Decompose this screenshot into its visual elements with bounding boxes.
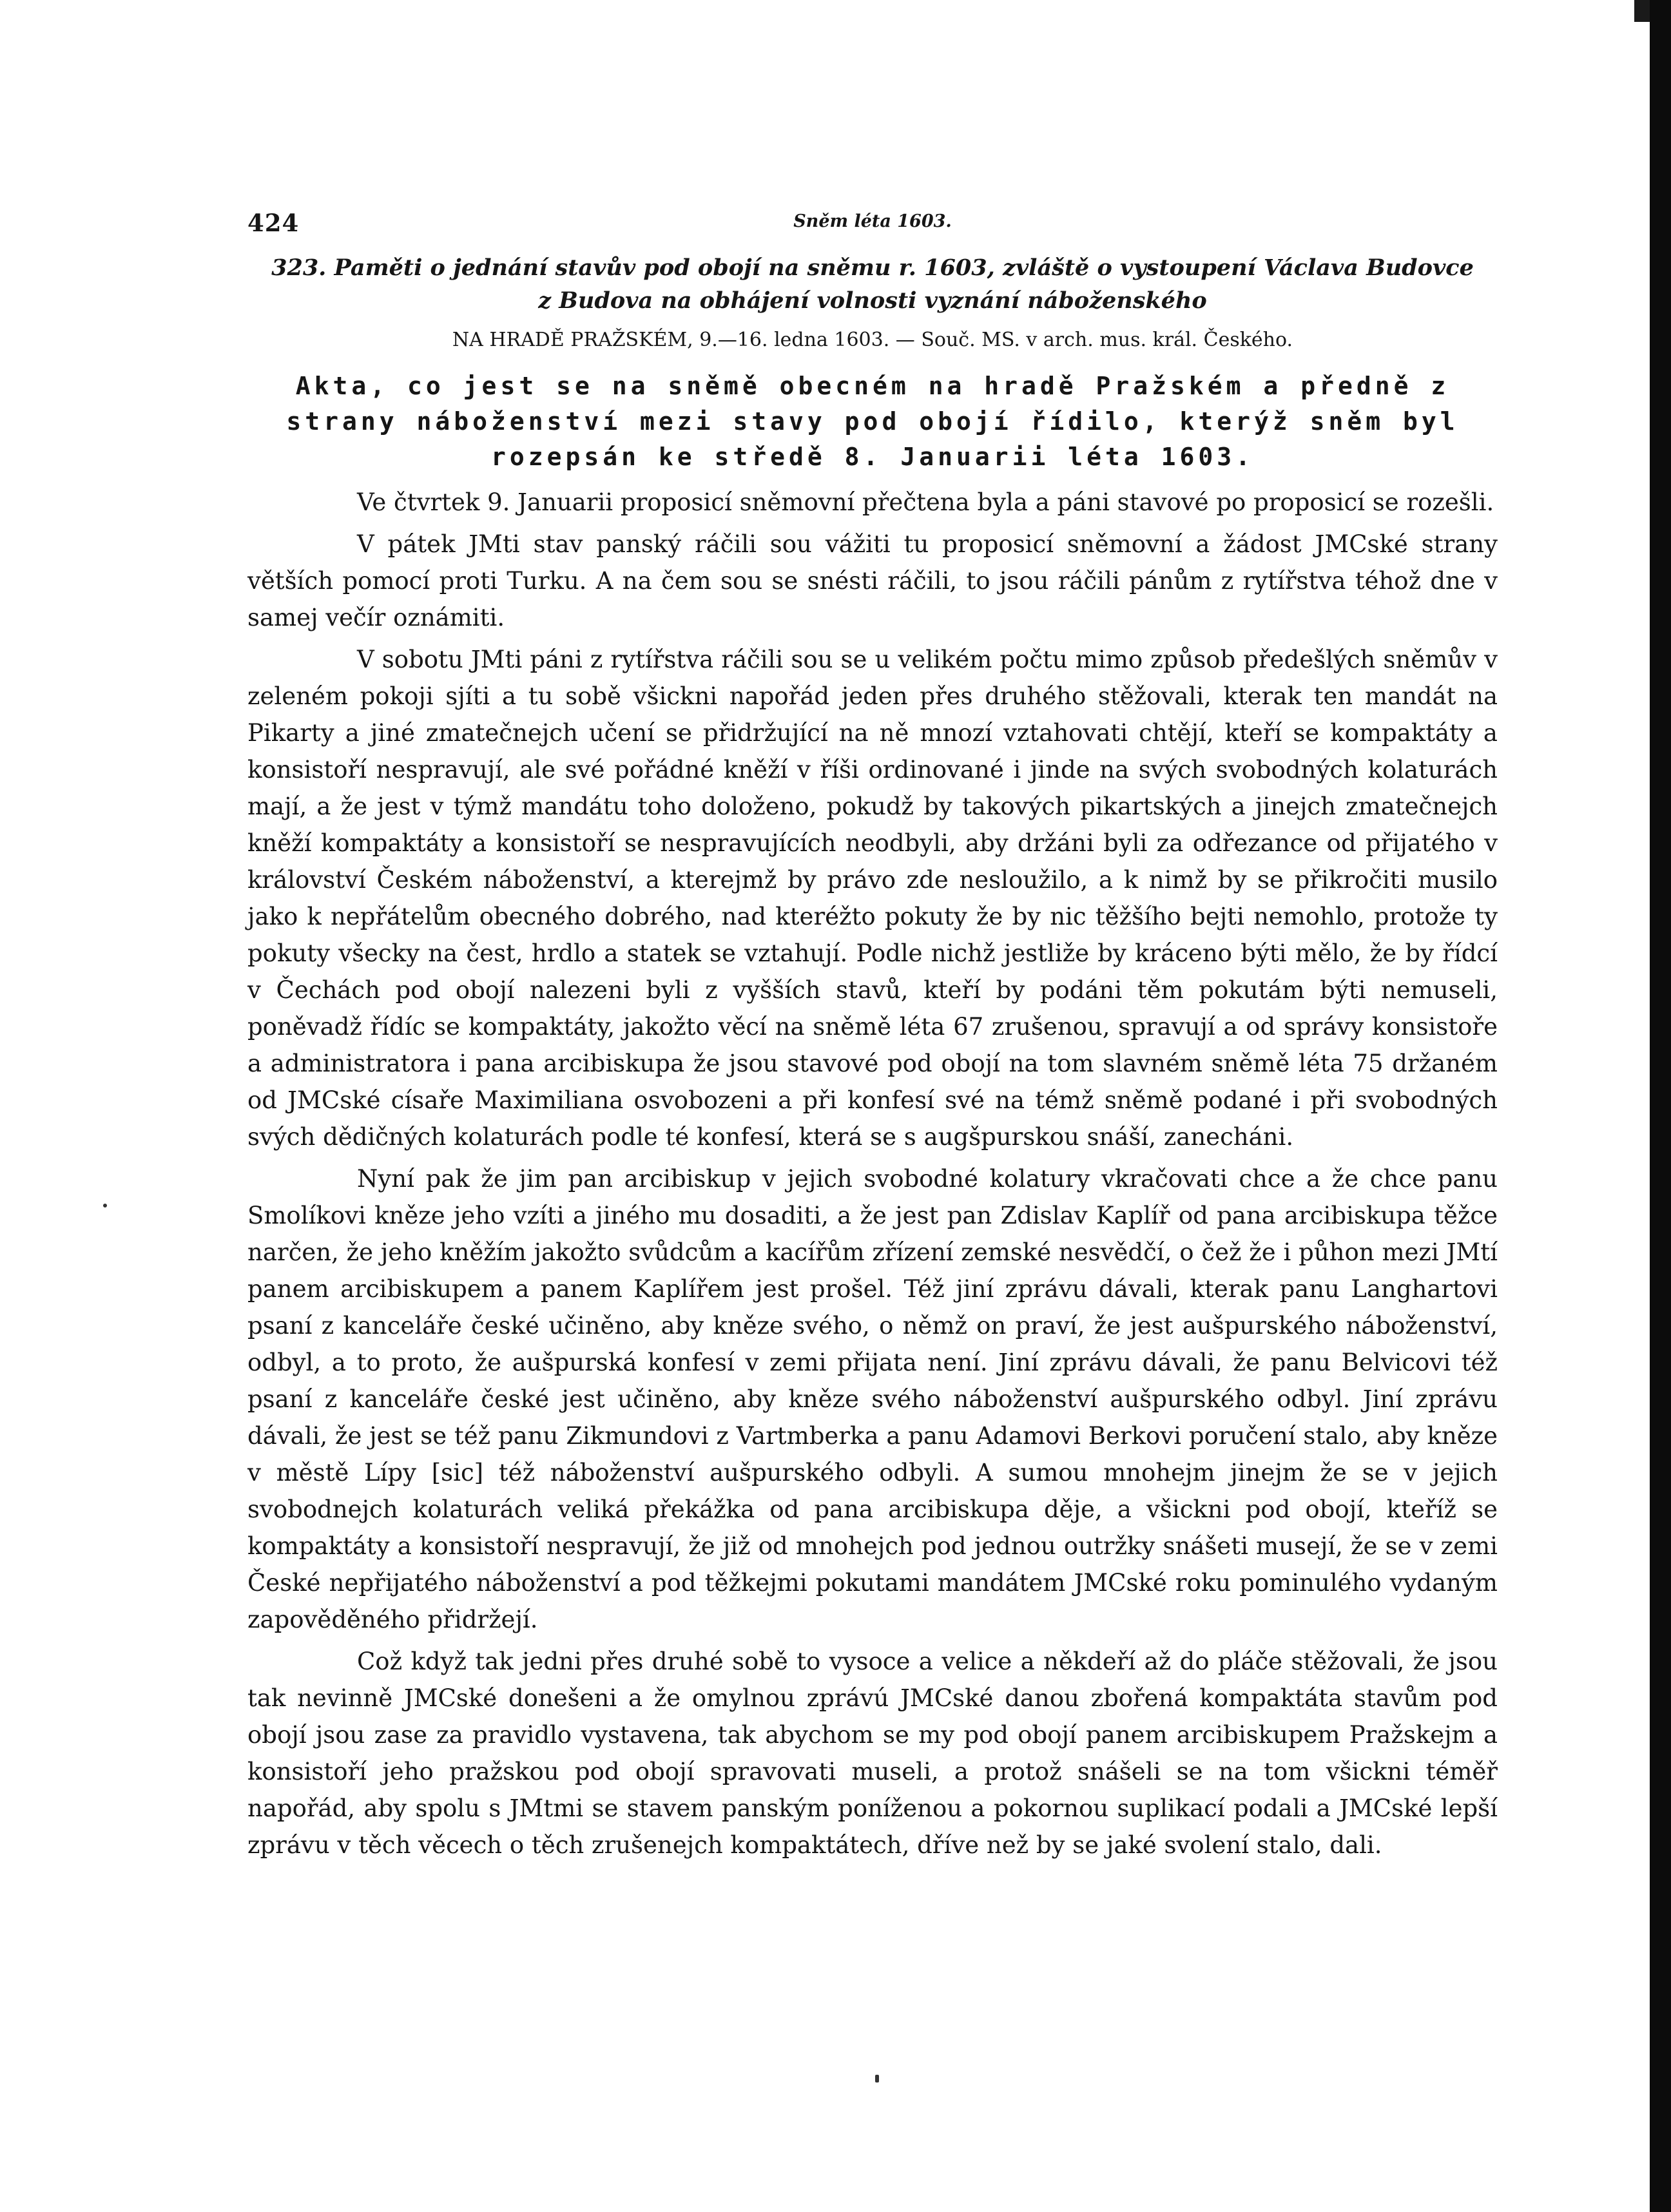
running-title: Sněm léta 1603. <box>793 211 952 231</box>
paragraph: V pátek JMti stav panský ráčili sou vážiti tu proposicí sněmovní a žádost JMCské strany větších pomocí proti Turku. A na čem sou se snésti ráčili, to jsou ráčili pánům z rytířstva téhož dne v samej večír oznámiti. <box>247 530 1498 631</box>
paragraph: Ve čtvrtek 9. Januarii proposicí sněmovní přečtena byla a páni stavové po proposicí se rozešli. <box>357 488 1494 516</box>
scan-speck-left <box>103 1204 107 1207</box>
document-heading-line-1: 323. Paměti o jednání stavův pod obojí na sněmu r. 1603, zvláště o vystoupení Václava Budovce <box>271 255 1474 281</box>
scan-border-corner <box>1634 0 1650 22</box>
paragraph: Což když tak jedni přes druhé sobě to vysoce a velice a někdeří až do pláče stěžovali, že jsou tak nevinně JMCské donešeni a že omylnou zprávú JMCské danou zbořená kompaktáta stavům pod obojí jsou zase za pravidlo vystavena, tak abychom se my pod obojí panem arcibiskupem Pražskejm a konsistoří jeho pražskou pod obojí spravovati museli, a protož snášeli se na tom všickni téměř napořád, aby spolu s JMtmi se stavem panským poníženou a pokornou suplikací podali a JMCské lepší zprávu v těch věcech o těch zrušenejch kompaktátech, dříve než by se jaké svolení stalo, dali. <box>247 1648 1498 1859</box>
scan-border-right <box>1650 0 1671 2212</box>
page-number: 424 <box>247 209 300 237</box>
document-title: Akta, co jest se na sněmě obecném na hradě Pražském a předně z strany náboženství mezi stavy pod obojí řídilo, kterýž sněm byl rozepsán ke středě 8. Januarii léta 1603. <box>286 372 1459 471</box>
document-heading-line-2: z Budova na obhájení volnosti vyznání náboženského <box>538 287 1207 314</box>
body-text <box>247 484 1498 1863</box>
paragraph: Nyní pak že jim pan arcibiskup v jejich svobodné kolatury vkračovati chce a že chce panu Smolíkovi kněze jeho vzíti a jiného mu dosaditi, a že jest pan Zdislav Kaplíř od pana arcibiskupa těžce narčen, že jeho kněžím jakožto svůdcům a kacířům zřízení zemské nesvědčí, o čež že i půhon mezi JMtí panem arcibiskupem a panem Kaplířem jest prošel. Též jiní zprávu dávali, kterak panu Langhartovi psaní z kanceláře české učiněno, aby kněze svého, o němž on praví, že jest aušpurského náboženství, odbyl, a to proto, že aušpurská konfesí v zemi přijata není. Jiní zprávu dávali, že panu Belvicovi též psaní z kanceláře české jest učiněno, aby kněze svého náboženství aušpurského odbyl. Jiní zprávu dávali, že jest se též panu Zikmundovi z Vartmberka a panu Adamovi Berkovi poručení stalo, aby kněze v městě Lípy [sic] též náboženství aušpurského odbyli. A sumou mnohejm jinejm že se v jejich svobodnejch kolaturách veliká překážka od pana arcibiskupa děje, a všickni pod obojí, kteříž se kompaktáty a konsistoří nespravují, že již od mnohejch pod jednou outržky snášeti musejí, že se v zemi České nepřijatého náboženství a pod těžkejmi pokutami mandátem JMCské roku pominulého vydaným zapověděného přidržejí. <box>247 1165 1498 1633</box>
paragraph: V sobotu JMti páni z rytířstva ráčili sou se u velikém počtu mimo způsob předešlých sněmův v zeleném pokoji sjíti a tu sobě všickni napořád jeden přes druhého stěžovali, kterak ten mandát na Pikarty a jiné zmatečnejch učení se přidržující na ně mnozí vztahovati chtějí, kteří se kompaktáty a konsistoří nespravují, ale své pořádné kněží v říši ordinované i jinde na svých svobodných kolaturách mají, a že jest v týmž mandátu toho doloženo, pokudž by takových pikartských a jinejch zmatečnejch kněží kompaktáty a konsistoří se nespravujících neodbyli, aby držáni byli za odřezance od přijatého v království Českém náboženství, a kterejmž by právo zde nesloužilo, a k nimž by se přikročiti musilo jako k nepřátelům obecného dobrého, nad kteréžto pokuty že by nic těžšího bejti nemohlo, protože ty pokuty všecky na čest, hrdlo a statek se vztahují. Podle nichž jestliže by kráceno býti mělo, že by řídcí v Čechách pod obojí nalezeni byli z vyšších stavů, kteří by podáni těm pokutám býti nemuseli, poněvadž řídíc se kompaktáty, jakožto věcí na sněmě léta 67 zrušenou, spravují a od správy konsistoře a administratora i pana arcibiskupa že jsou stavové pod obojí na tom slavném sněmě léta 75 držaném od JMCské císaře Maximiliana osvobozeni a při konfesí své na témž sněmě podané i při svobodných svých dědičných kolaturách podle té konfesí, která se s augšpurskou snáší, zanecháni. <box>247 646 1498 1151</box>
scan-speck-bottom <box>875 2075 879 2082</box>
running-head <box>247 193 1498 251</box>
page <box>247 193 1498 1869</box>
source-note: NA HRADĚ PRAŽSKÉM, 9.—16. ledna 1603. — Souč. MS. v arch. mus. král. Českého. <box>452 329 1293 351</box>
